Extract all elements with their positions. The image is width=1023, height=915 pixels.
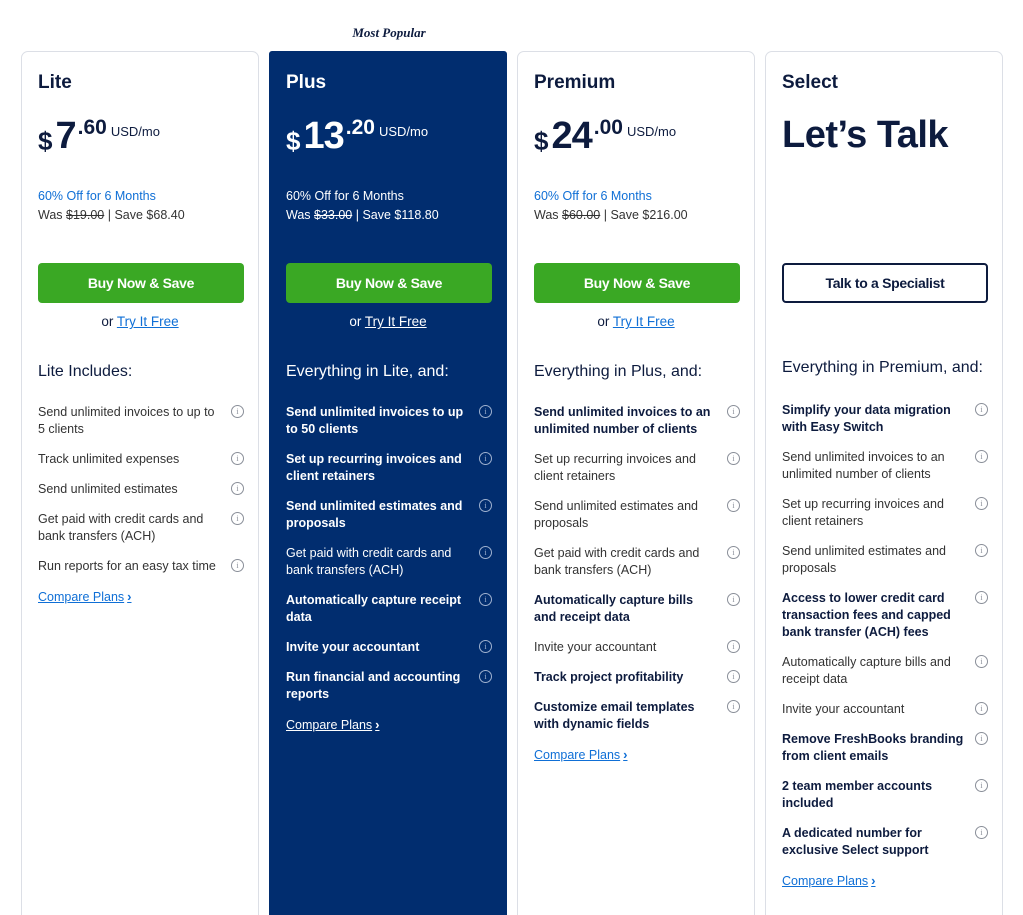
info-icon[interactable]: i	[727, 405, 740, 418]
feature-text: Invite your accountant	[782, 702, 905, 716]
feature-text: Set up recurring invoices and client retainers	[782, 497, 944, 528]
info-icon[interactable]: i	[231, 452, 244, 465]
feature-item	[782, 590, 988, 641]
original-price: $33.00	[314, 208, 353, 222]
plan-card-premium	[517, 51, 755, 915]
feature-item	[534, 699, 740, 733]
info-icon[interactable]: i	[727, 670, 740, 683]
feature-item	[534, 451, 740, 485]
plan-price	[286, 114, 428, 158]
feature-item	[286, 404, 492, 438]
feature-text: Invite your accountant	[286, 640, 420, 654]
try-free-line	[270, 314, 506, 329]
includes-heading: Everything in Plus, and:	[534, 363, 703, 380]
feature-text: Set up recurring invoices and client retainers	[534, 452, 696, 483]
feature-item	[534, 545, 740, 579]
buy-now-button[interactable]: Buy Now & Save	[534, 263, 740, 303]
feature-item	[286, 592, 492, 626]
feature-item	[782, 402, 988, 436]
compare-plans-link[interactable]	[782, 873, 876, 888]
plan-name: Select	[782, 72, 838, 93]
info-icon[interactable]: i	[479, 593, 492, 606]
feature-text: Send unlimited estimates and proposals	[534, 499, 698, 530]
info-icon[interactable]: i	[231, 512, 244, 525]
feature-item	[534, 498, 740, 532]
feature-item	[782, 496, 988, 530]
buy-now-button[interactable]: Buy Now & Save	[286, 263, 492, 303]
original-price: $19.00	[66, 208, 105, 222]
was-prefix: Was	[286, 208, 311, 222]
info-icon[interactable]: i	[975, 779, 988, 792]
try-prefix: or	[349, 314, 362, 329]
was-price-line	[38, 208, 185, 222]
feature-text: Send unlimited invoices to up to 5 clients	[38, 405, 215, 436]
pricing-plans	[21, 51, 1005, 915]
savings: | Save $216.00	[603, 208, 688, 222]
compare-label: Compare Plans	[534, 748, 621, 762]
feature-item	[782, 449, 988, 483]
feature-item	[38, 451, 244, 468]
price-cents: .00	[593, 116, 623, 139]
feature-text: Send unlimited invoices to an unlimited number of clients	[782, 450, 945, 481]
price-whole: 13	[303, 115, 344, 157]
savings: | Save $118.80	[355, 208, 439, 222]
feature-item	[534, 592, 740, 626]
try-free-link[interactable]: Try It Free	[116, 314, 179, 329]
feature-item	[534, 639, 740, 656]
feature-item	[782, 543, 988, 577]
plan-card-lite	[21, 51, 259, 915]
price-unit: USD/mo	[110, 124, 160, 139]
feature-item	[286, 639, 492, 656]
chevron-right-icon: ›	[623, 747, 628, 762]
info-icon[interactable]: i	[975, 655, 988, 668]
was-price-line	[534, 208, 688, 222]
chevron-right-icon: ›	[375, 717, 380, 732]
chevron-right-icon: ›	[127, 589, 132, 604]
price-whole: 7	[55, 115, 76, 157]
feature-text: Run reports for an easy tax time	[38, 559, 216, 573]
info-icon[interactable]: i	[975, 497, 988, 510]
plan-name: Plus	[286, 72, 327, 93]
info-icon[interactable]: i	[975, 702, 988, 715]
info-icon[interactable]: i	[975, 403, 988, 416]
feature-item	[782, 778, 988, 812]
compare-plans-link[interactable]	[534, 747, 628, 762]
plan-name: Lite	[38, 72, 72, 93]
price-currency: $	[38, 126, 53, 156]
info-icon[interactable]: i	[231, 559, 244, 572]
feature-item	[38, 404, 244, 438]
feature-text: Automatically capture bills and receipt data	[534, 593, 694, 624]
lets-talk-heading: Let’s Talk	[782, 114, 949, 156]
feature-text: Get paid with credit cards and bank transfers (ACH)	[534, 546, 700, 577]
plan-card-select	[765, 51, 1003, 915]
info-icon[interactable]: i	[479, 405, 492, 418]
feature-item	[286, 451, 492, 485]
most-popular-label: Most Popular	[352, 25, 426, 40]
info-icon[interactable]: i	[231, 405, 244, 418]
savings: | Save $68.40	[107, 208, 185, 222]
price-currency: $	[286, 126, 301, 156]
feature-list	[38, 404, 244, 606]
feature-text: Send unlimited invoices to up to 50 clients	[286, 405, 464, 436]
try-free-line	[22, 314, 258, 329]
info-icon[interactable]: i	[479, 546, 492, 559]
feature-item	[286, 498, 492, 532]
promo-text: 60% Off for 6 Months	[38, 189, 156, 203]
was-prefix: Was	[534, 208, 559, 222]
feature-item	[534, 669, 740, 686]
original-price: $60.00	[562, 208, 601, 222]
was-price-line	[286, 208, 439, 222]
info-icon[interactable]: i	[975, 826, 988, 839]
feature-text: Customize email templates with dynamic fields	[534, 700, 695, 731]
info-icon[interactable]: i	[975, 732, 988, 745]
was-prefix: Was	[38, 208, 63, 222]
price-whole: 24	[551, 115, 592, 157]
price-unit: USD/mo	[626, 124, 677, 139]
plan-card-plus	[269, 51, 507, 915]
price-cents: .60	[77, 116, 107, 139]
feature-item	[38, 511, 244, 545]
feature-text: Simplify your data migration with Easy Switch	[782, 403, 951, 434]
info-icon[interactable]: i	[727, 452, 740, 465]
price-cents: .20	[345, 116, 375, 139]
info-icon[interactable]: i	[727, 640, 740, 653]
plan-name: Premium	[534, 72, 616, 93]
feature-text: Run financial and accounting reports	[286, 670, 461, 701]
price-currency: $	[534, 126, 549, 156]
try-free-link[interactable]: Try It Free	[364, 314, 427, 329]
try-free-link[interactable]: Try It Free	[612, 314, 675, 329]
feature-text: Access to lower credit card transaction fees and capped bank transfer (ACH) fees	[782, 591, 951, 639]
chevron-right-icon: ›	[871, 873, 876, 888]
feature-item	[782, 731, 988, 765]
feature-text: Invite your accountant	[534, 640, 657, 654]
info-icon[interactable]: i	[479, 452, 492, 465]
plan-price	[38, 114, 160, 158]
compare-label: Compare Plans	[286, 718, 373, 732]
feature-text: 2 team member accounts included	[782, 779, 933, 810]
includes-heading: Everything in Lite, and:	[286, 363, 449, 380]
feature-item	[38, 481, 244, 498]
feature-text: Track project profitability	[534, 670, 684, 684]
buy-now-button[interactable]: Buy Now & Save	[38, 263, 244, 303]
includes-heading: Lite Includes:	[38, 363, 133, 380]
info-icon[interactable]: i	[975, 591, 988, 604]
feature-text: Track unlimited expenses	[38, 452, 180, 466]
compare-label: Compare Plans	[782, 874, 869, 888]
feature-item	[286, 669, 492, 703]
feature-text: Set up recurring invoices and client retainers	[286, 452, 462, 483]
talk-to-specialist-button[interactable]: Talk to a Specialist	[782, 263, 988, 303]
feature-item	[782, 654, 988, 688]
feature-item	[286, 545, 492, 579]
compare-plans-link[interactable]	[286, 717, 380, 732]
compare-plans-link[interactable]	[38, 589, 132, 604]
feature-text: A dedicated number for exclusive Select support	[782, 826, 929, 857]
feature-text: Automatically capture receipt data	[286, 593, 462, 624]
feature-list	[782, 402, 988, 890]
feature-list	[534, 404, 740, 764]
compare-label: Compare Plans	[38, 590, 125, 604]
try-prefix: or	[597, 314, 610, 329]
feature-list	[286, 404, 492, 734]
info-icon[interactable]: i	[975, 450, 988, 463]
info-icon[interactable]: i	[231, 482, 244, 495]
promo-text: 60% Off for 6 Months	[286, 189, 404, 203]
info-icon[interactable]: i	[975, 544, 988, 557]
try-prefix: or	[101, 314, 114, 329]
price-unit: USD/mo	[378, 124, 429, 139]
promo-text: 60% Off for 6 Months	[534, 189, 652, 203]
info-icon[interactable]: i	[727, 593, 740, 606]
feature-item	[534, 404, 740, 438]
info-icon[interactable]: i	[479, 640, 492, 653]
info-icon[interactable]: i	[727, 499, 740, 512]
feature-item	[782, 701, 988, 718]
feature-text: Remove FreshBooks branding from client emails	[782, 732, 964, 763]
feature-item	[782, 825, 988, 859]
feature-text: Send unlimited estimates	[38, 482, 178, 496]
info-icon[interactable]: i	[727, 546, 740, 559]
feature-text: Automatically capture bills and receipt data	[782, 655, 951, 686]
includes-heading: Everything in Premium, and:	[782, 359, 983, 376]
feature-text: Send unlimited invoices to an unlimited number of clients	[534, 405, 711, 436]
plan-price	[534, 114, 676, 158]
try-free-line	[518, 314, 754, 329]
feature-text: Get paid with credit cards and bank transfers (ACH)	[286, 546, 452, 577]
feature-text: Send unlimited estimates and proposals	[286, 499, 463, 530]
info-icon[interactable]: i	[479, 670, 492, 683]
info-icon[interactable]: i	[479, 499, 492, 512]
feature-text: Get paid with credit cards and bank transfers (ACH)	[38, 512, 204, 543]
feature-item	[38, 558, 244, 575]
info-icon[interactable]: i	[727, 700, 740, 713]
feature-text: Send unlimited estimates and proposals	[782, 544, 946, 575]
